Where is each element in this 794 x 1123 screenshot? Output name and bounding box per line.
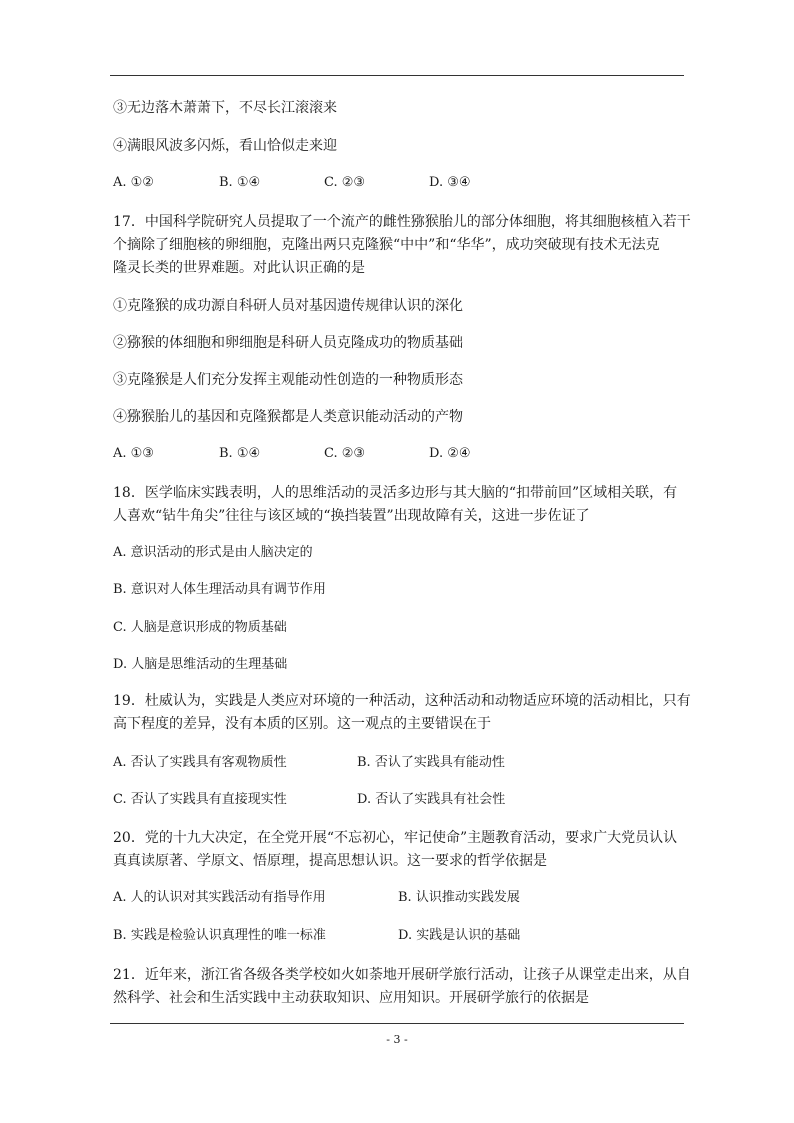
q17-item-1: ①克隆猴的成功源自科研人员对基因遗传规律认识的深化 [113, 298, 463, 314]
q19-stem-line: 高下程度的差异，没有本质的区别。这一观点的主要错误在于 [113, 716, 491, 732]
q19-option-a: A. 否认了实践具有客观物质性 [113, 755, 287, 770]
q17-option-d: D. ②④ [429, 446, 471, 461]
q21-stem-line: 21．近年来，浙江省各级各类学校如火如荼地开展研学旅行活动，让孩子从课堂走出来，从自 [113, 967, 691, 983]
q17-item-3: ③克隆猴是人们充分发挥主观能动性创造的一种物质形态 [113, 372, 463, 388]
q20-stem-line: 真真读原著、学原文、悟原理，提高思想认识。这一要求的哲学依据是 [113, 853, 547, 869]
q16-option-d: D. ③④ [429, 175, 471, 190]
q21-stem-line: 然科学、社会和生活实践中主动获取知识、应用知识。开展研学旅行的依据是 [113, 990, 589, 1006]
q20-option-c: B. 实践是检验认识真理性的唯一标准 [113, 928, 326, 943]
q18-stem-line: 18．医学临床实践表明，人的思维活动的灵活多边形与其大脑的“扣带前回”区域相关联，有 [113, 485, 678, 501]
q19-option-d: D. 否认了实践具有社会性 [357, 792, 506, 807]
q16-item-4: ④满眼风波多闪烁，看山恰似走来迎 [113, 138, 337, 154]
q17-item-4: ④猕猴胎儿的基因和克隆猴都是人类意识能动活动的产物 [113, 409, 463, 425]
q16-option-c: C. ②③ [324, 175, 366, 190]
q20-option-a: A. 人的认识对其实践活动有指导作用 [113, 890, 326, 905]
q16-option-b: B. ①④ [219, 175, 261, 190]
q17-option-c: C. ②③ [324, 446, 366, 461]
q16-option-a: A. ①② [113, 175, 154, 190]
footer-rule [110, 1023, 684, 1024]
page-number: - 3 - [386, 1033, 408, 1046]
q19-option-b: B. 否认了实践具有能动性 [357, 755, 505, 770]
q18-option-d: D. 人脑是思维活动的生理基础 [113, 657, 288, 672]
header-rule [110, 75, 684, 76]
q19-option-c: C. 否认了实践具有直接现实性 [113, 792, 287, 807]
q18-option-b: B. 意识对人体生理活动具有调节作用 [113, 582, 326, 597]
q19-stem-line: 19．杜威认为，实践是人类应对环境的一种活动，这种活动和动物适应环境的活动相比，只有 [113, 693, 691, 709]
q18-stem-line: 人喜欢“钻牛角尖”往往与该区域的“换挡装置”出现故障有关，这进一步佐证了 [113, 508, 590, 524]
q20-stem-line: 20．党的十九大决定，在全党开展“不忘初心，牢记使命”主题教育活动，要求广大党员认认 [113, 830, 678, 846]
q18-option-c: C. 人脑是意识形成的物质基础 [113, 620, 287, 635]
q17-option-a: A. ①③ [113, 446, 154, 461]
q17-option-b: B. ①④ [219, 446, 261, 461]
q20-option-b: B. 认识推动实践发展 [398, 890, 520, 905]
q18-option-a: A. 意识活动的形式是由人脑决定的 [113, 545, 313, 560]
q20-option-d: D. 实践是认识的基础 [398, 928, 521, 943]
q17-item-2: ②猕猴的体细胞和卵细胞是科研人员克隆成功的物质基础 [113, 335, 463, 351]
q17-stem-line: 隆灵长类的世界难题。对此认识正确的是 [113, 260, 365, 276]
q17-stem-line: 17．中国科学院研究人员提取了一个流产的雌性猕猴胎儿的部分体细胞，将其细胞核植入若干 [113, 214, 691, 230]
q17-stem-line: 个摘除了细胞核的卵细胞，克隆出两只克隆猴“中中”和“华华”，成功突破现有技术无法克 [113, 237, 660, 253]
q16-item-3: ③无边落木萧萧下，不尽长江滚滚来 [113, 100, 337, 116]
